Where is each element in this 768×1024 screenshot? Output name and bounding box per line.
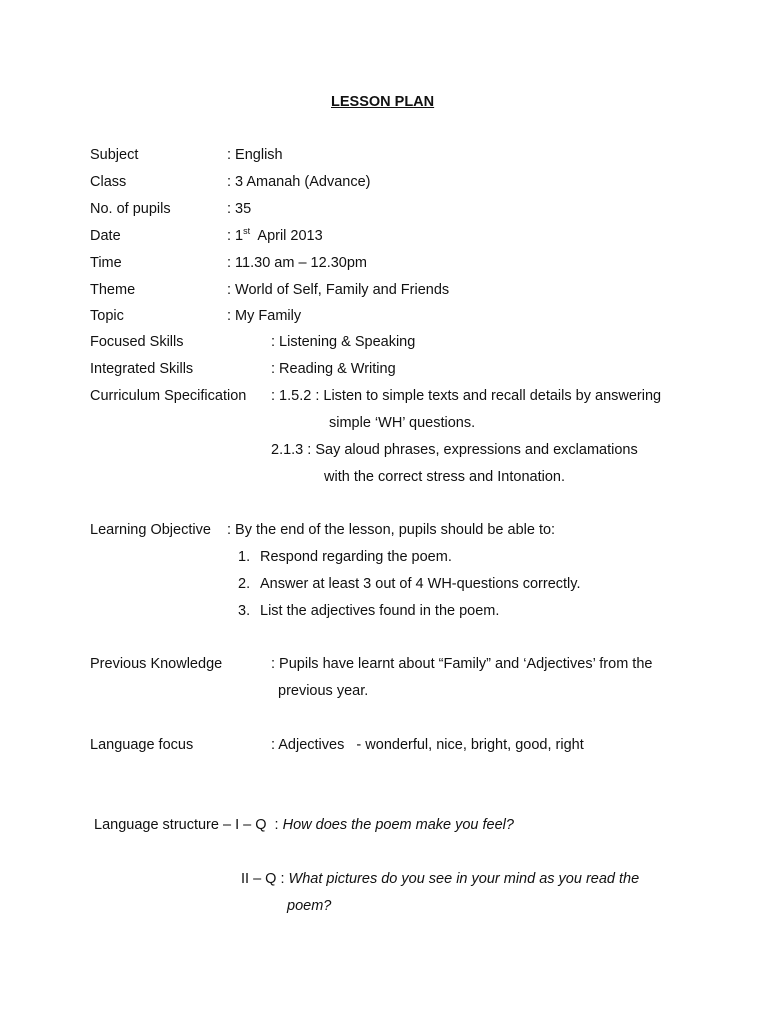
objective-item-2-number: 2. bbox=[238, 576, 251, 592]
date-ordinal: st bbox=[243, 226, 251, 236]
objective-label: Learning Objective bbox=[90, 522, 211, 538]
objective-item-3-text: List the adjectives found in the poem. bbox=[260, 603, 500, 619]
question-1: How does the poem make you feel? bbox=[282, 817, 514, 833]
previous-knowledge-line-2: previous year. bbox=[278, 683, 369, 699]
subject-value: : English bbox=[227, 147, 283, 163]
pupils-label: No. of pupils bbox=[90, 201, 171, 217]
integrated-skills-value: : Reading & Writing bbox=[271, 361, 396, 377]
time-label: Time bbox=[90, 255, 122, 271]
previous-knowledge-label: Previous Knowledge bbox=[90, 656, 223, 672]
date-value bbox=[227, 227, 323, 245]
curriculum-line-1: : 1.5.2 : Listen to simple texts and recall details by answering bbox=[271, 388, 662, 404]
topic-label: Topic bbox=[90, 308, 124, 324]
objective-intro: : By the end of the lesson, pupils should be able to: bbox=[227, 522, 556, 538]
focused-skills-value: : Listening & Speaking bbox=[271, 334, 416, 350]
language-focus-label: Language focus bbox=[90, 737, 194, 753]
objective-item-1-number: 1. bbox=[238, 549, 251, 565]
curriculum-line-4: with the correct stress and Intonation. bbox=[324, 469, 565, 485]
previous-knowledge-line-1: : Pupils have learnt about “Family” and ‘Adjectives’ from the bbox=[271, 656, 653, 672]
date-day: : 1 bbox=[227, 228, 244, 244]
page-title: LESSON PLAN bbox=[331, 94, 435, 110]
subject-label: Subject bbox=[90, 147, 139, 163]
language-structure-line-2 bbox=[241, 870, 639, 888]
language-focus-value: : Adjectives - wonderful, nice, bright, good, right bbox=[271, 737, 584, 753]
class-value: : 3 Amanah (Advance) bbox=[227, 174, 371, 190]
curriculum-label: Curriculum Specification bbox=[90, 388, 247, 404]
objective-item-3-number: 3. bbox=[238, 603, 251, 619]
focused-skills-label: Focused Skills bbox=[90, 334, 184, 350]
question-2-label: II – Q : bbox=[241, 871, 289, 887]
theme-value: : World of Self, Family and Friends bbox=[227, 282, 450, 298]
question-2: What pictures do you see in your mind as you read the bbox=[288, 871, 640, 887]
class-label: Class bbox=[90, 174, 127, 190]
objective-item-2-text: Answer at least 3 out of 4 WH-questions correctly. bbox=[260, 576, 581, 592]
topic-value: : My Family bbox=[227, 308, 302, 324]
date-month-year: April 2013 bbox=[250, 228, 323, 244]
date-label: Date bbox=[90, 228, 121, 244]
curriculum-line-2: simple ‘WH’ questions. bbox=[329, 415, 476, 431]
curriculum-line-3: 2.1.3 : Say aloud phrases, expressions and exclamations bbox=[271, 442, 638, 458]
language-structure-line-1 bbox=[94, 816, 514, 834]
objective-item-1-text: Respond regarding the poem. bbox=[260, 549, 452, 565]
theme-label: Theme bbox=[90, 282, 136, 298]
integrated-skills-label: Integrated Skills bbox=[90, 361, 194, 377]
question-2-continued: poem? bbox=[287, 898, 332, 914]
time-value: : 11.30 am – 12.30pm bbox=[227, 255, 367, 271]
pupils-value: : 35 bbox=[227, 201, 252, 217]
language-structure-label: Language structure – I – Q : bbox=[94, 817, 283, 833]
